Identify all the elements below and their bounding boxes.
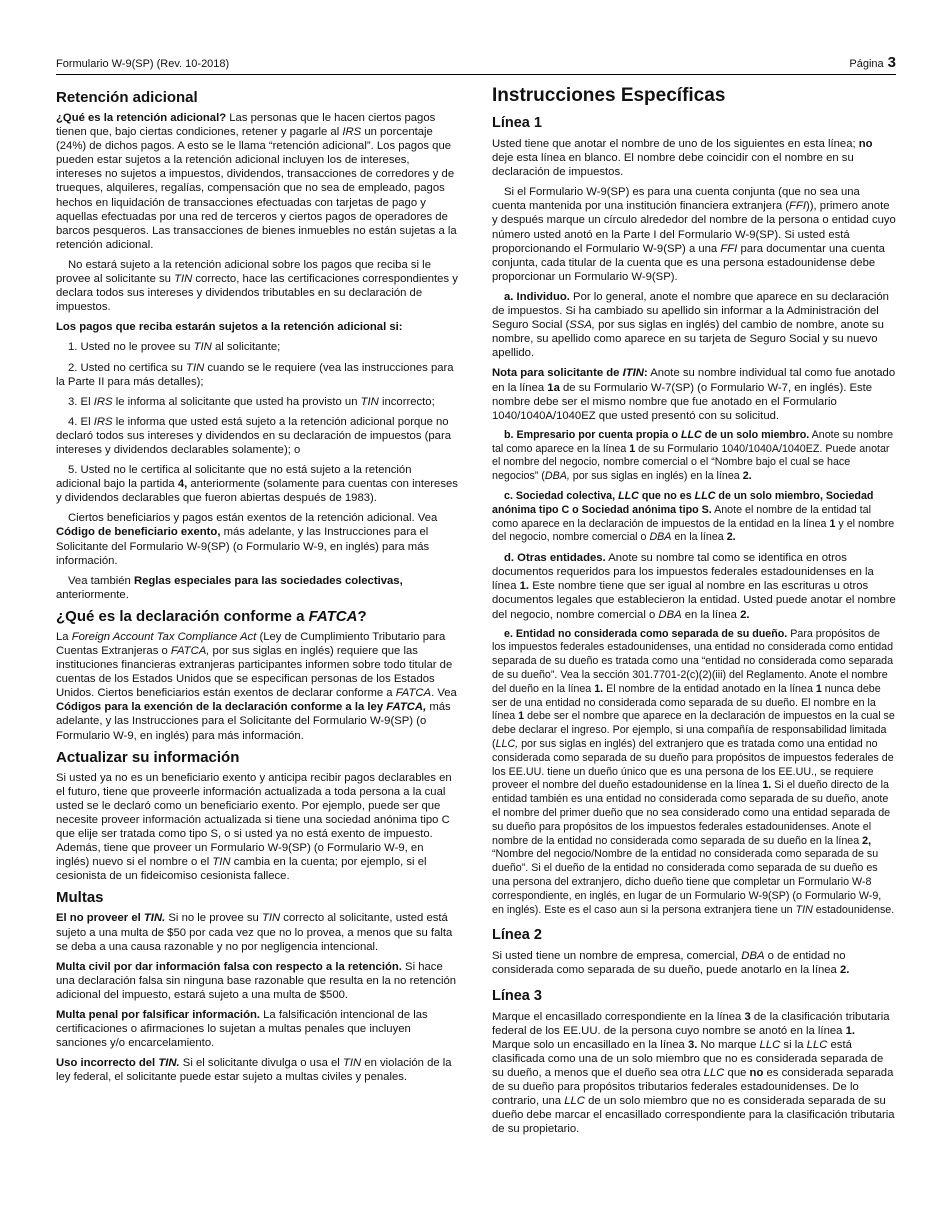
retencion-list-item-3: 3. El IRS le informa al solicitante que usted ha provisto un TIN incorrecto;: [68, 395, 435, 408]
retencion-list-item-5: 5. Usted no le certifica al solicitante que no está sujeto a la retención adicional bajo la partida 4, anteriormente (solamente para cuentas con intereses y dividendos declarables que fueron abiertas después de 1983).: [56, 464, 458, 505]
page-number: 3: [887, 54, 896, 71]
left-column: [56, 85, 458, 1090]
linea2-heading: Línea 2: [492, 927, 542, 944]
linea1-sociedad: c. Sociedad colectiva, LLC que no es LLC de un solo miembro, Sociedad anónima tipo C o Sociedad anónima tipo S. Anote el nombre de la entidad tal como aparece en la declaración de impuestos de la entidad en la línea 1 y el nombre del negocio, nombre comercial o DBA en la línea 2.: [492, 489, 895, 544]
page-label: Página: [849, 58, 884, 70]
linea1-nota-itin: Nota para solicitante de ITIN: Anote su nombre individual tal como fue anotado en la línea 1a de su Formulario W-7(SP) (o Formulario W-7, en inglés). Este nombre debe ser el mismo nombre que fue anotado en el Formulario 1040/1040A/1040EZ que usted presentó con su solicitud.: [492, 367, 896, 422]
linea1-empresario: b. Empresario por cuenta propia o LLC de un solo miembro. Anote su nombre tal como aparece en la línea 1 de su Formulario 1040/1040A/1040EZ. Puede anotar el nombre del negocio, nombre comercial o el “Nombre bajo el cual se hace negocios” (DBA, por sus siglas en inglés) en la línea 2.: [492, 428, 894, 483]
instructions-title: Instrucciones Específicas: [492, 85, 726, 106]
linea1-entidad-no-considerada: e. Entidad no considerada como separada de su dueño. Para propósitos de los impuestos federales estadounidenses, una entidad no considerada como entidad separada de su dueño es tratada como una “entidad no considerada como separada de su dueño”. Vea la sección 301.7701-2(c)(2)(iii) del Reglamento. Anote el nombre del dueño en la línea 1. El nombre de la entidad anotado en la línea 1 nunca debe ser de una entidad no considerada como separada de su dueño. El nombre en la línea 1 debe ser el nombre que aparece en la declaración de impuestos en la cual se debe declarar el ingreso. Por ejemplo, si una compañía de responsabilidad limitada (LLC, por sus siglas en inglés) del extranjero que es tratada como una entidad no considerada como separada de su dueño para propósitos de impuestos federales de los EE.UU. tiene un dueño único que es una persona de los EE.UU., se requiere proveer el nombre del dueño estadounidense en la línea 1. Si el dueño directo de la entidad también es una entidad no considerada como separada de su dueño, anote el nombre del primer dueño que no sea considerado como una entidad separada de su dueño para propósitos de los impuestos federales estadounidenses. Anote el nombre de la entidad no considerada como separada de su dueño en la línea 2, “Nombre del negocio/Nombre de la entidad no considerada como separada de su dueño”. Si el dueño de la entidad no considerada como separada de su dueño es una persona del extranjero, dicho dueño tiene que completar un Formulario W-8 correspondiente, en inglés, en lugar de un Formulario W-9(SP) (o Formulario W-9, en inglés). Este es el caso aun si la persona extranjera tiene un TIN estadounidense.: [492, 627, 895, 916]
multas-heading: Multas: [56, 889, 104, 907]
fatca-paragraph: La Foreign Account Tax Compliance Act (Ley de Cumplimiento Tributario para Cuentas Extranjeras o FATCA, por sus siglas en inglés) requiere que las instituciones financieras extranjeras participantes informen sobre todo titular de cuentas de los Estados Unidos que se especifican personas de los Estados Unidos. Ciertos beneficiarios están exentos de declarar conforme a FATCA. Vea Códigos para la exención de la declaración conforme a la ley FATCA, más adelante, y las Instrucciones para el Solicitante del Formulario W-9(SP) (o Formulario W-9, en inglés) para más información.: [56, 630, 457, 742]
retencion-list-intro: Los pagos que reciba estarán sujetos a la retención adicional si:: [56, 321, 403, 334]
retencion-list-item-1: 1. Usted no le provee su TIN al solicitante;: [68, 341, 281, 354]
actualizar-heading: Actualizar su información: [56, 748, 240, 766]
actualizar-paragraph: Si usted ya no es un beneficiario exento y anticipa recibir pagos declarables en el futuro, tiene que proveerle información actualizada a toda persona a la cual usted se le declaró como un beneficiario exento. Por ejemplo, puede ser que necesite proveer información actualizada si tiene una sociedad anónima tipo C que elije ser tratada como tipo S, o si usted ya no está exento de impuesto. Además, tiene que proveer un Formulario W-9(SP) (o Formulario W-9, en inglés) nuevo si el nombre o el TIN cambia en la cuenta; por ejemplo, si el cesionista de un fideicomiso cesionista fallece.: [56, 771, 452, 883]
fatca-heading: ¿Qué es la declaración conforme a FATCA?: [56, 607, 367, 625]
multa-civil: Multa civil por dar información falsa con respecto a la retención. Si hace una declaración falsa sin ninguna base razonable que resulta en la no retención adicional del impuesto, estará sujeto a una multa de $500.: [56, 960, 457, 1001]
form-title: Formulario W-9(SP) (Rev. 10-2018): [56, 58, 230, 70]
linea1-otras-entidades: d. Otras entidades. Anote su nombre tal como se identifica en otros documentos requeridos para los impuestos federales estadounidenses en la línea 1. Este nombre tiene que ser igual al nombre en las escrituras u otros documentos legales que establecieron la entidad. Usted puede anotar el nombre del negocio, nombre comercial o DBA en la línea 2.: [492, 552, 896, 621]
multa-uso-incorrecto: Uso incorrecto del TIN. Si el solicitante divulga o usa el TIN en violación de la ley federal, el solicitante puede estar sujeto a multas civiles y penales.: [56, 1057, 452, 1084]
linea1-heading: Línea 1: [492, 115, 542, 131]
right-column: [492, 85, 896, 1142]
retencion-paragraph-3: Ciertos beneficiarios y pagos están exentos de la retención adicional. Vea Código de beneficiario exento, más adelante, y las Instrucciones para el Solicitante del Formulario W-9(SP) (o Formulario W-9, en inglés) para más información.: [56, 512, 438, 567]
linea1-individuo: a. Individuo. Por lo general, anote el nombre que aparece en su declaración de impuestos. Si ha cambiado su apellido sin informar a la Administración del Seguro Social (SSA, por sus siglas en inglés) del cambio de nombre, anote su nombre, su apellido como aparece en su tarjeta de Seguro Social y su nuevo apellido.: [492, 290, 889, 360]
linea3-heading: Línea 3: [492, 987, 542, 1004]
retencion-list-item-2: 2. Usted no certifica su TIN cuando se le requiere (vea las instrucciones para la Parte II para más detalles);: [56, 361, 454, 388]
linea1-paragraph-1: Usted tiene que anotar el nombre de uno de los siguientes en esta línea; no deje esta línea en blanco. El nombre debe coincidir con el nombre en su declaración de impuestos.: [492, 138, 873, 179]
linea3-paragraph: Marque el encasillado correspondiente en la línea 3 de la clasificación tributaria federal de los EE.UU. de la persona cuyo nombre se anotó en la línea 1. Marque solo un encasillado en la línea 3. No marque LLC si la LLC está clasificada como una de un solo miembro que no es considerada separada de su dueño, a menos que el dueño sea otra LLC que no es considerada separada de su dueño para propósitos tributarios federales estadounidenses. De lo contrario, una LLC de un solo miembro que no es considerada separada de su dueño debe marcar el encasillado correspondiente para la clasificación tributaria de su propietario.: [492, 1010, 895, 1136]
linea2-paragraph: Si usted tiene un nombre de empresa, comercial, DBA o de entidad no considerada como separada de su dueño, puede anotarlo en la línea 2.: [492, 950, 850, 977]
page-header: [56, 54, 896, 75]
page-indicator: [849, 54, 896, 71]
linea1-paragraph-2: Si el Formulario W-9(SP) es para una cuenta conjunta (que no sea una cuenta mantenida por una institución financiera extranjera (FFI)), primero anote y después marque un círculo alrededor del nombre de la persona o entidad cuyo número usted anotó en la Parte I del Formulario W-9(SP). Si usted está proporcionando el Formulario W-9(SP) a una FFI para documentar una cuenta conjunta, cada titular de la cuenta que es una persona estadounidense debe proporcionar un Formulario W-9(SP).: [492, 186, 896, 283]
retencion-list-item-4: 4. El IRS le informa que usted está sujeto a la retención adicional porque no declaró todos sus intereses y dividendos en su declaración de impuestos (para intereses y dividendos declarables solamente); o: [56, 415, 451, 456]
retencion-paragraph-2: No estará sujeto a la retención adicional sobre los pagos que reciba si le provee al solicitante su TIN correcto, hace las certificaciones correspondientes y declara todos sus intereses y dividendos tributables en su declaración de impuestos.: [56, 258, 458, 314]
retencion-paragraph-1: ¿Qué es la retención adicional? Las personas que le hacen ciertos pagos tienen que, bajo ciertas condiciones, retener y pagarle al IRS un porcentaje (24%) de dichos pagos. A esto se le llama “retención adicional”. Los pagos que pueden estar sujetos a la retención adicional incluyen los de intereses, intereses no sujetos a impuestos, dividendos, transacciones de corredores y de trueques, alquileres, regalías, compensación que no sea de empleado, pagos hechos en liquidación de transacciones efectuadas con tarjetas de pago y aquellas efectuadas por una red de terceros y ciertos pagos de operadores de barcos pesqueros. Las transacciones de bienes inmuebles no están sujetas a la retención adicional.: [56, 112, 457, 251]
multa-tin: El no proveer el TIN. Si no le provee su TIN correcto al solicitante, usted está sujeto a una multa de $50 por cada vez que no lo provea, a menos que su falta se deba a una causa razonable y no por negligencia intencional.: [56, 912, 453, 953]
retencion-paragraph-4: Vea también Reglas especiales para las sociedades colectivas, anteriormente.: [56, 574, 403, 601]
multa-penal: Multa penal por falsificar información. La falsificación intencional de las certificaciones o afirmaciones lo sujetan a multas penales que incluyen sanciones y/o encarcelamiento.: [56, 1008, 428, 1050]
retencion-heading: Retención adicional: [56, 89, 198, 106]
